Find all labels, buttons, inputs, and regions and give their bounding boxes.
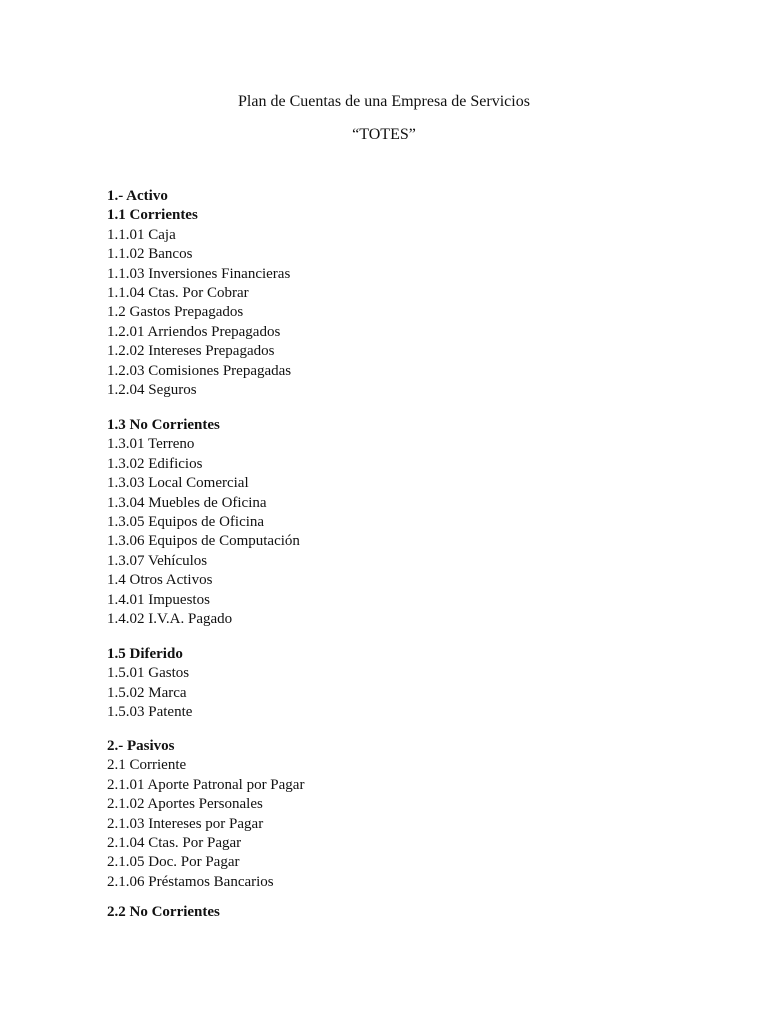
account-item: 1.3.06 Equipos de Computación: [107, 533, 300, 550]
account-item: 1.2 Gastos Prepagados: [107, 304, 244, 321]
account-item: 2.1.06 Préstamos Bancarios: [107, 873, 274, 890]
account-heading: 1.1 Corrientes: [107, 207, 198, 224]
account-section: [107, 187, 707, 400]
account-item: 1.3.04 Muebles de Oficina: [107, 494, 267, 511]
account-item: 2.1.04 Ctas. Por Pagar: [107, 834, 242, 851]
account-heading: 2.2 No Corrientes: [107, 904, 220, 920]
account-heading: 1.3 No Corrientes: [107, 417, 220, 433]
account-heading: 1.5 Diferido: [107, 646, 183, 662]
account-item: 1.1.04 Ctas. Por Cobrar: [107, 284, 249, 301]
account-item: 1.3.07 Vehículos: [107, 552, 208, 569]
document-title: Plan de Cuentas de una Empresa de Servicios: [238, 93, 530, 110]
account-item: 1.5.02 Marca: [107, 684, 187, 701]
account-item: 2.1.02 Aportes Personales: [107, 796, 263, 813]
account-section: [107, 737, 707, 892]
account-item: 1.4.02 I.V.A. Pagado: [107, 610, 233, 627]
account-heading: 1.- Activo: [107, 188, 168, 204]
account-item: 1.2.01 Arriendos Prepagados: [107, 323, 281, 340]
account-item: 1.3.03 Local Comercial: [107, 475, 249, 492]
account-item: 2.1.05 Doc. Por Pagar: [107, 854, 240, 871]
account-item: 1.1.02 Bancos: [107, 246, 193, 263]
document-subtitle: “TOTES”: [352, 126, 416, 143]
account-section: [107, 645, 707, 723]
account-item: 1.4.01 Impuestos: [107, 591, 210, 608]
account-item: 1.2.04 Seguros: [107, 381, 197, 398]
account-section: [107, 903, 707, 922]
account-item: 1.3.05 Equipos de Oficina: [107, 513, 265, 530]
account-item: 1.1.03 Inversiones Financieras: [107, 265, 291, 282]
account-item: 1.1.01 Caja: [107, 226, 176, 243]
account-item: 2.1.03 Intereses por Pagar: [107, 815, 264, 832]
account-item: 2.1.01 Aporte Patronal por Pagar: [107, 776, 305, 793]
account-item: 1.2.03 Comisiones Prepagadas: [107, 362, 292, 379]
account-item: 1.3.02 Edificios: [107, 455, 203, 472]
account-item: 1.2.02 Intereses Prepagados: [107, 343, 275, 360]
account-item: 1.5.01 Gastos: [107, 665, 190, 682]
account-item: 1.4 Otros Activos: [107, 572, 213, 589]
account-item: 1.3.01 Terreno: [107, 436, 195, 453]
account-item: 2.1 Corriente: [107, 757, 187, 774]
account-item: 1.5.03 Patente: [107, 704, 193, 721]
account-section: [107, 416, 707, 629]
account-heading: 2.- Pasivos: [107, 738, 175, 754]
